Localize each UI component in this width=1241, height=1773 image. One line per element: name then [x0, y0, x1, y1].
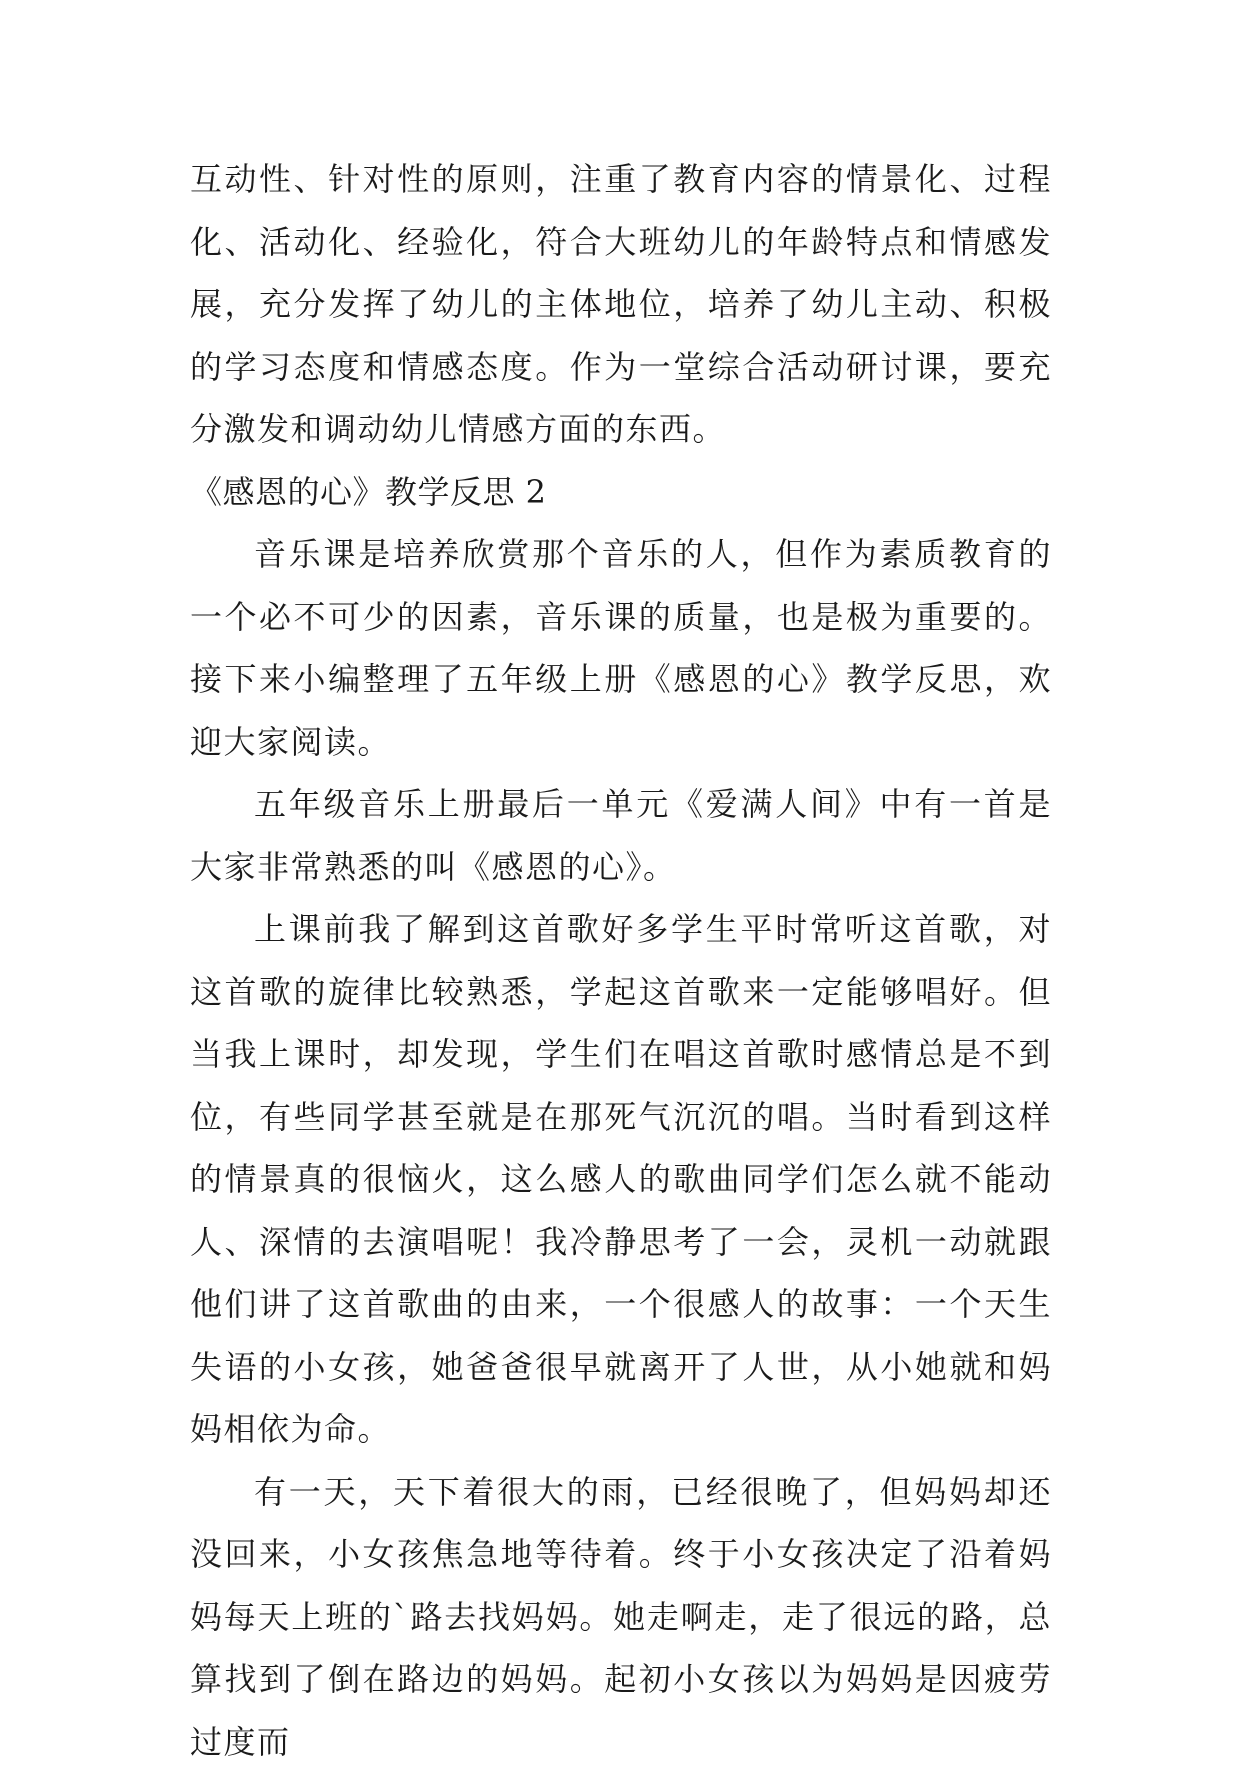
paragraph-unit-intro: 五年级音乐上册最后一单元《爱满人间》中有一首是大家非常熟悉的叫《感恩的心》。 — [190, 773, 1052, 898]
paragraph-intro-continuation: 互动性、针对性的原则，注重了教育内容的情景化、过程化、活动化、经验化，符合大班幼儿的年龄特点和情感发展，充分发挥了幼儿的主体地位，培养了幼儿主动、积极的学习态度和情感态度。作为一堂综合活动研讨课，要充分激发和调动幼儿情感方面的东西。 — [190, 148, 1052, 461]
section-heading: 《感恩的心》教学反思 2 — [190, 461, 1052, 524]
paragraph-class-experience: 上课前我了解到这首歌好多学生平时常听这首歌，对这首歌的旋律比较熟悉，学起这首歌来一定能够唱好。但当我上课时，却发现，学生们在唱这首歌时感情总是不到位，有些同学甚至就是在那死气沉沉的唱。当时看到这样的情景真的很恼火，这么感人的歌曲同学们怎么就不能动人、深情的去演唱呢！我冷静思考了一会，灵机一动就跟他们讲了这首歌曲的由来，一个很感人的故事：一个天生失语的小女孩，她爸爸很早就离开了人世，从小她就和妈妈相依为命。 — [190, 898, 1052, 1461]
document-page — [190, 148, 1052, 1773]
paragraph-music-class: 音乐课是培养欣赏那个音乐的人，但作为素质教育的一个必不可少的因素，音乐课的质量，也是极为重要的。接下来小编整理了五年级上册《感恩的心》教学反思，欢迎大家阅读。 — [190, 523, 1052, 773]
paragraph-story: 有一天，天下着很大的雨，已经很晚了，但妈妈却还没回来，小女孩焦急地等待着。终于小女孩决定了沿着妈妈每天上班的`路去找妈妈。她走啊走，走了很远的路，总算找到了倒在路边的妈妈。起初小女孩以为妈妈是因疲劳过度而 — [190, 1461, 1052, 1773]
